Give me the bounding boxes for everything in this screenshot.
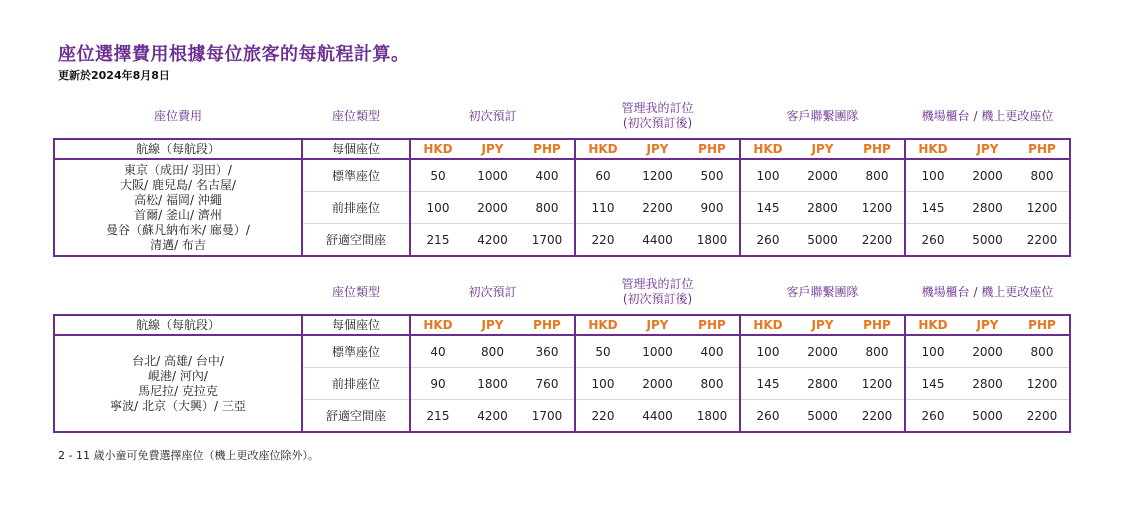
route-list: 台北/ 高雄/ 台中/ 峴港/ 河內/ 馬尼拉/ 克拉克 寧波/ 北京（大興）/ 三亞 — [54, 335, 302, 432]
currency-php: PHP — [520, 139, 575, 159]
currency-php: PHP — [1015, 315, 1070, 335]
price-cell: 215 — [410, 224, 465, 257]
currency-hkd: HKD — [905, 315, 960, 335]
price-cell: 1800 — [685, 400, 740, 433]
price-cell: 1700 — [520, 400, 575, 433]
header-airport: 機場櫃台 / 機上更改座位 — [921, 109, 1054, 123]
price-cell: 2000 — [465, 192, 520, 224]
price-cell: 145 — [740, 368, 795, 400]
currency-hkd: HKD — [740, 139, 795, 159]
currency-php: PHP — [520, 315, 575, 335]
price-cell: 50 — [410, 159, 465, 192]
price-cell: 2200 — [1015, 400, 1070, 433]
seat-type-front: 前排座位 — [302, 192, 410, 224]
price-cell: 2000 — [795, 159, 850, 192]
price-cell: 2000 — [630, 368, 685, 400]
header-initial-booking: 初次預訂 — [468, 285, 517, 299]
price-cell: 800 — [1015, 335, 1070, 368]
currency-php: PHP — [850, 315, 905, 335]
header-seat-type: 座位類型 — [331, 285, 380, 299]
seat-type-standard: 標準座位 — [302, 335, 410, 368]
price-cell: 2800 — [960, 368, 1015, 400]
price-cell: 800 — [850, 159, 905, 192]
header-manage-booking: 管理我的訂位 (初次預訂後) — [621, 101, 694, 130]
price-cell: 2200 — [850, 224, 905, 257]
header-initial-booking: 初次預訂 — [468, 109, 517, 123]
table-row — [54, 159, 1070, 192]
price-cell: 60 — [575, 159, 630, 192]
price-cell: 5000 — [960, 224, 1015, 257]
price-cell: 800 — [465, 335, 520, 368]
currency-hkd: HKD — [740, 315, 795, 335]
price-cell: 5000 — [960, 400, 1015, 433]
seat-type-comfort: 舒適空間座 — [302, 224, 410, 257]
header-per-seat: 每個座位 — [302, 139, 410, 159]
price-cell: 1200 — [1015, 192, 1070, 224]
currency-php: PHP — [685, 139, 740, 159]
price-cell: 2800 — [795, 192, 850, 224]
price-cell: 1800 — [465, 368, 520, 400]
price-cell: 500 — [685, 159, 740, 192]
price-cell: 800 — [1015, 159, 1070, 192]
price-cell: 2000 — [960, 335, 1015, 368]
price-cell: 1000 — [630, 335, 685, 368]
price-cell: 50 — [575, 335, 630, 368]
price-cell: 1200 — [630, 159, 685, 192]
price-cell: 145 — [905, 368, 960, 400]
price-cell: 2200 — [850, 400, 905, 433]
seat-fee-table-1 — [53, 94, 1071, 257]
price-cell: 1800 — [685, 224, 740, 257]
seat-type-front: 前排座位 — [302, 368, 410, 400]
price-cell: 260 — [905, 224, 960, 257]
price-cell: 1200 — [1015, 368, 1070, 400]
header-group: 客戶聯繫團隊 — [786, 109, 859, 123]
currency-hkd: HKD — [410, 139, 465, 159]
currency-jpy: JPY — [795, 139, 850, 159]
currency-jpy: JPY — [630, 139, 685, 159]
price-cell: 800 — [520, 192, 575, 224]
price-cell: 2200 — [630, 192, 685, 224]
price-cell: 400 — [520, 159, 575, 192]
price-cell: 2000 — [960, 159, 1015, 192]
seat-fee-table-2 — [53, 270, 1071, 433]
header-per-seat: 每個座位 — [302, 315, 410, 335]
price-cell: 220 — [575, 224, 630, 257]
header-seat-type: 座位類型 — [331, 109, 380, 123]
price-cell: 800 — [850, 335, 905, 368]
price-cell: 2000 — [795, 335, 850, 368]
updated-date: 更新於2024年8月8日 — [58, 69, 170, 82]
price-cell: 760 — [520, 368, 575, 400]
price-cell: 900 — [685, 192, 740, 224]
price-cell: 110 — [575, 192, 630, 224]
price-cell: 2800 — [795, 368, 850, 400]
price-cell: 90 — [410, 368, 465, 400]
currency-jpy: JPY — [960, 139, 1015, 159]
currency-jpy: JPY — [465, 139, 520, 159]
price-cell: 100 — [410, 192, 465, 224]
price-cell: 400 — [685, 335, 740, 368]
price-cell: 1200 — [850, 368, 905, 400]
price-cell: 260 — [905, 400, 960, 433]
price-cell: 4200 — [465, 224, 520, 257]
header-route: 航線（每航段） — [54, 315, 302, 335]
price-cell: 260 — [740, 400, 795, 433]
price-cell: 145 — [905, 192, 960, 224]
price-cell: 1200 — [850, 192, 905, 224]
currency-jpy: JPY — [630, 315, 685, 335]
price-cell: 2200 — [1015, 224, 1070, 257]
table-row — [54, 335, 1070, 368]
header-airport: 機場櫃台 / 機上更改座位 — [921, 285, 1054, 299]
seat-type-comfort: 舒適空間座 — [302, 400, 410, 433]
price-cell: 2800 — [960, 192, 1015, 224]
currency-php: PHP — [850, 139, 905, 159]
price-cell: 260 — [740, 224, 795, 257]
price-cell: 4400 — [630, 224, 685, 257]
currency-jpy: JPY — [960, 315, 1015, 335]
price-cell: 215 — [410, 400, 465, 433]
price-cell: 800 — [685, 368, 740, 400]
price-cell: 100 — [905, 335, 960, 368]
price-cell: 360 — [520, 335, 575, 368]
price-cell: 100 — [905, 159, 960, 192]
seat-type-standard: 標準座位 — [302, 159, 410, 192]
price-cell: 100 — [740, 159, 795, 192]
header-seat-fee: 座位費用 — [153, 109, 202, 123]
currency-hkd: HKD — [905, 139, 960, 159]
price-cell: 220 — [575, 400, 630, 433]
currency-php: PHP — [1015, 139, 1070, 159]
price-cell: 1000 — [465, 159, 520, 192]
price-cell: 40 — [410, 335, 465, 368]
currency-hkd: HKD — [410, 315, 465, 335]
route-list: 東京（成田/ 羽田）/ 大阪/ 鹿兒島/ 名古屋/ 高松/ 福岡/ 沖繩 首爾/ 釜山/ 濟州 曼谷（蘇凡納布米/ 廊曼）/ 清邁/ 布吉 — [54, 159, 302, 256]
price-cell: 145 — [740, 192, 795, 224]
price-cell: 5000 — [795, 224, 850, 257]
currency-hkd: HKD — [575, 139, 630, 159]
currency-php: PHP — [685, 315, 740, 335]
price-cell: 4400 — [630, 400, 685, 433]
header-manage-booking: 管理我的訂位 (初次預訂後) — [621, 277, 694, 306]
price-cell: 100 — [740, 335, 795, 368]
footnote: 2 - 11 歲小童可免費選擇座位（機上更改座位除外）。 — [58, 449, 319, 462]
currency-jpy: JPY — [465, 315, 520, 335]
currency-hkd: HKD — [575, 315, 630, 335]
price-cell: 4200 — [465, 400, 520, 433]
header-route: 航線（每航段） — [54, 139, 302, 159]
header-group: 客戶聯繫團隊 — [786, 285, 859, 299]
price-cell: 1700 — [520, 224, 575, 257]
price-cell: 5000 — [795, 400, 850, 433]
price-cell: 100 — [575, 368, 630, 400]
currency-jpy: JPY — [795, 315, 850, 335]
page-title: 座位選擇費用根據每位旅客的每航程計算。 — [58, 44, 410, 65]
